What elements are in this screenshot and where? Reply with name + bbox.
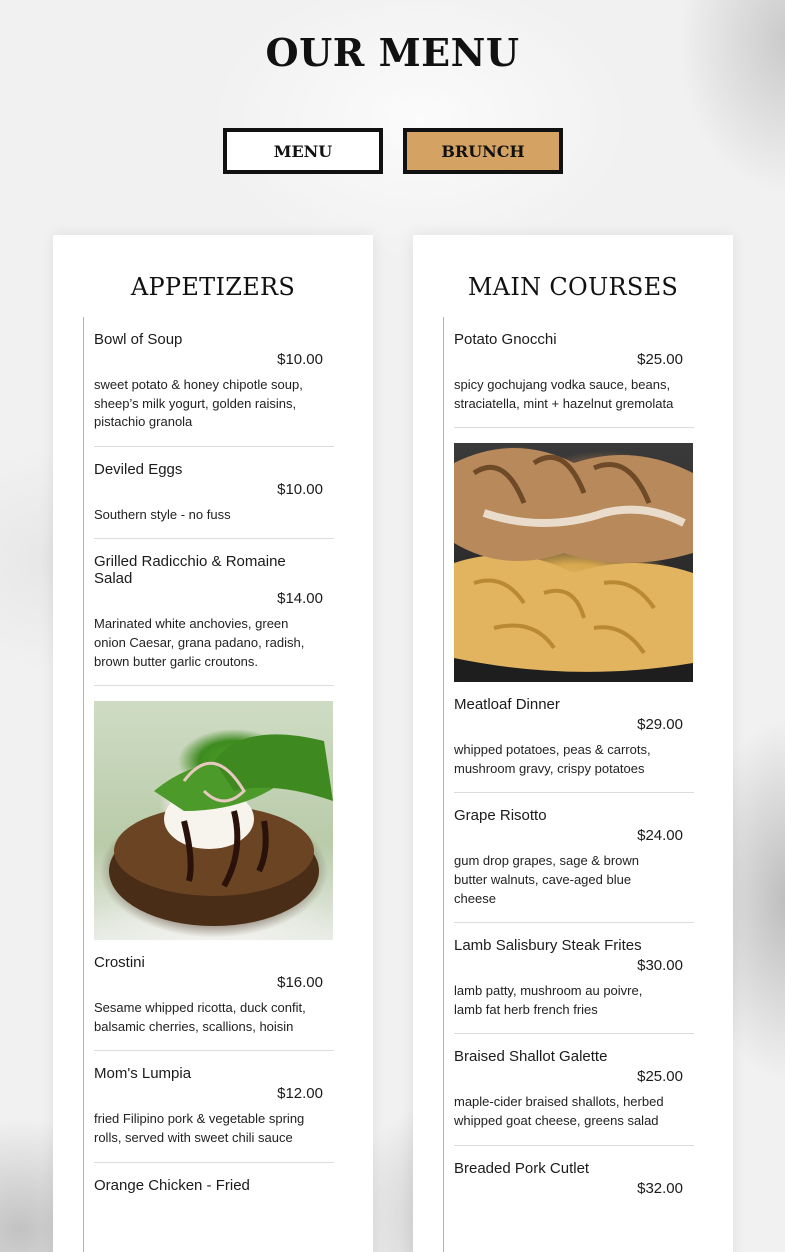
menu-item (454, 793, 694, 923)
menu-item (94, 1051, 334, 1162)
item-name: Grilled Radicchio & Romaine Salad (94, 553, 286, 588)
item-description: Marinated white anchovies, green onion Caesar, grana padano, radish, brown butter garlic croutons. (94, 616, 305, 669)
item-price: $10.00 (277, 351, 323, 368)
menu-item (454, 317, 694, 428)
meatloaf-photo (454, 443, 693, 682)
menu-item (454, 923, 694, 1034)
item-description: lamb patty, mushroom au poivre, lamb fat herb french fries (454, 983, 643, 1017)
menu-item (94, 539, 334, 686)
tab-brunch-label: BRUNCH (441, 141, 525, 161)
item-name: Mom's Lumpia (94, 1065, 192, 1083)
main-courses-card (413, 235, 733, 1252)
section-heading-main-courses: MAIN COURSES (467, 273, 679, 301)
page-title: OUR MENU (265, 30, 520, 75)
menu-item (454, 1146, 694, 1219)
menu-item (94, 940, 334, 1051)
item-price: $30.00 (637, 957, 683, 975)
crostini-photo (94, 701, 333, 940)
menu-item (454, 682, 694, 793)
appetizers-card (53, 235, 373, 1252)
tab-menu-label: MENU (273, 141, 333, 161)
item-name: Meatloaf Dinner (454, 696, 560, 714)
item-price: $16.00 (277, 974, 323, 992)
item-description: whipped potatoes, peas & carrots, mushroom gravy, crispy potatoes (454, 742, 651, 776)
item-name: Braised Shallot Galette (454, 1048, 608, 1066)
item-description: Southern style - no fuss (94, 506, 231, 522)
menu-item (94, 447, 334, 540)
item-name: Potato Gnocchi (454, 331, 557, 348)
item-price: $10.00 (277, 480, 323, 498)
item-price: $12.00 (277, 1085, 323, 1103)
menu-item (454, 1034, 694, 1145)
item-description: spicy gochujang vodka sauce, beans, straciatella, mint + hazelnut gremolata (454, 377, 674, 411)
item-description: maple-cider braised shallots, herbed whipped goat cheese, greens salad (454, 1094, 664, 1128)
item-name: Breaded Pork Cutlet (454, 1159, 590, 1177)
item-description: gum drop grapes, sage & brown butter walnuts, cave-aged blue cheese (454, 853, 639, 906)
item-description: fried Filipino pork & vegetable spring rolls, served with sweet chili sauce (94, 1111, 305, 1145)
section-heading-appetizers: APPETIZERS (130, 273, 296, 301)
item-name: Crostini (94, 954, 145, 972)
menu-item (94, 317, 334, 447)
item-price: $29.00 (637, 716, 683, 734)
item-description: Sesame whipped ricotta, duck confit, balsamic cherries, scallions, hoisin (94, 1000, 306, 1034)
item-name: Deviled Eggs (94, 460, 183, 478)
item-price: $25.00 (637, 351, 683, 368)
tab-menu[interactable] (223, 128, 383, 174)
item-price: $25.00 (637, 1068, 683, 1086)
item-price: $14.00 (277, 590, 323, 608)
menu-item (94, 1163, 334, 1216)
item-price: $32.00 (637, 1179, 683, 1197)
item-name: Bowl of Soup (94, 331, 183, 348)
tab-brunch[interactable] (403, 128, 563, 174)
item-name: Grape Risotto (454, 807, 547, 825)
item-description: sweet potato & honey chipotle soup, sheep’s milk yogurt, golden raisins, pistachio granola (94, 377, 303, 430)
item-name: Orange Chicken - Fried (94, 1176, 250, 1194)
main-courses-list (443, 317, 694, 1252)
item-price: $24.00 (637, 827, 683, 845)
item-name: Lamb Salisbury Steak Frites (454, 937, 642, 955)
appetizers-list (83, 317, 334, 1252)
